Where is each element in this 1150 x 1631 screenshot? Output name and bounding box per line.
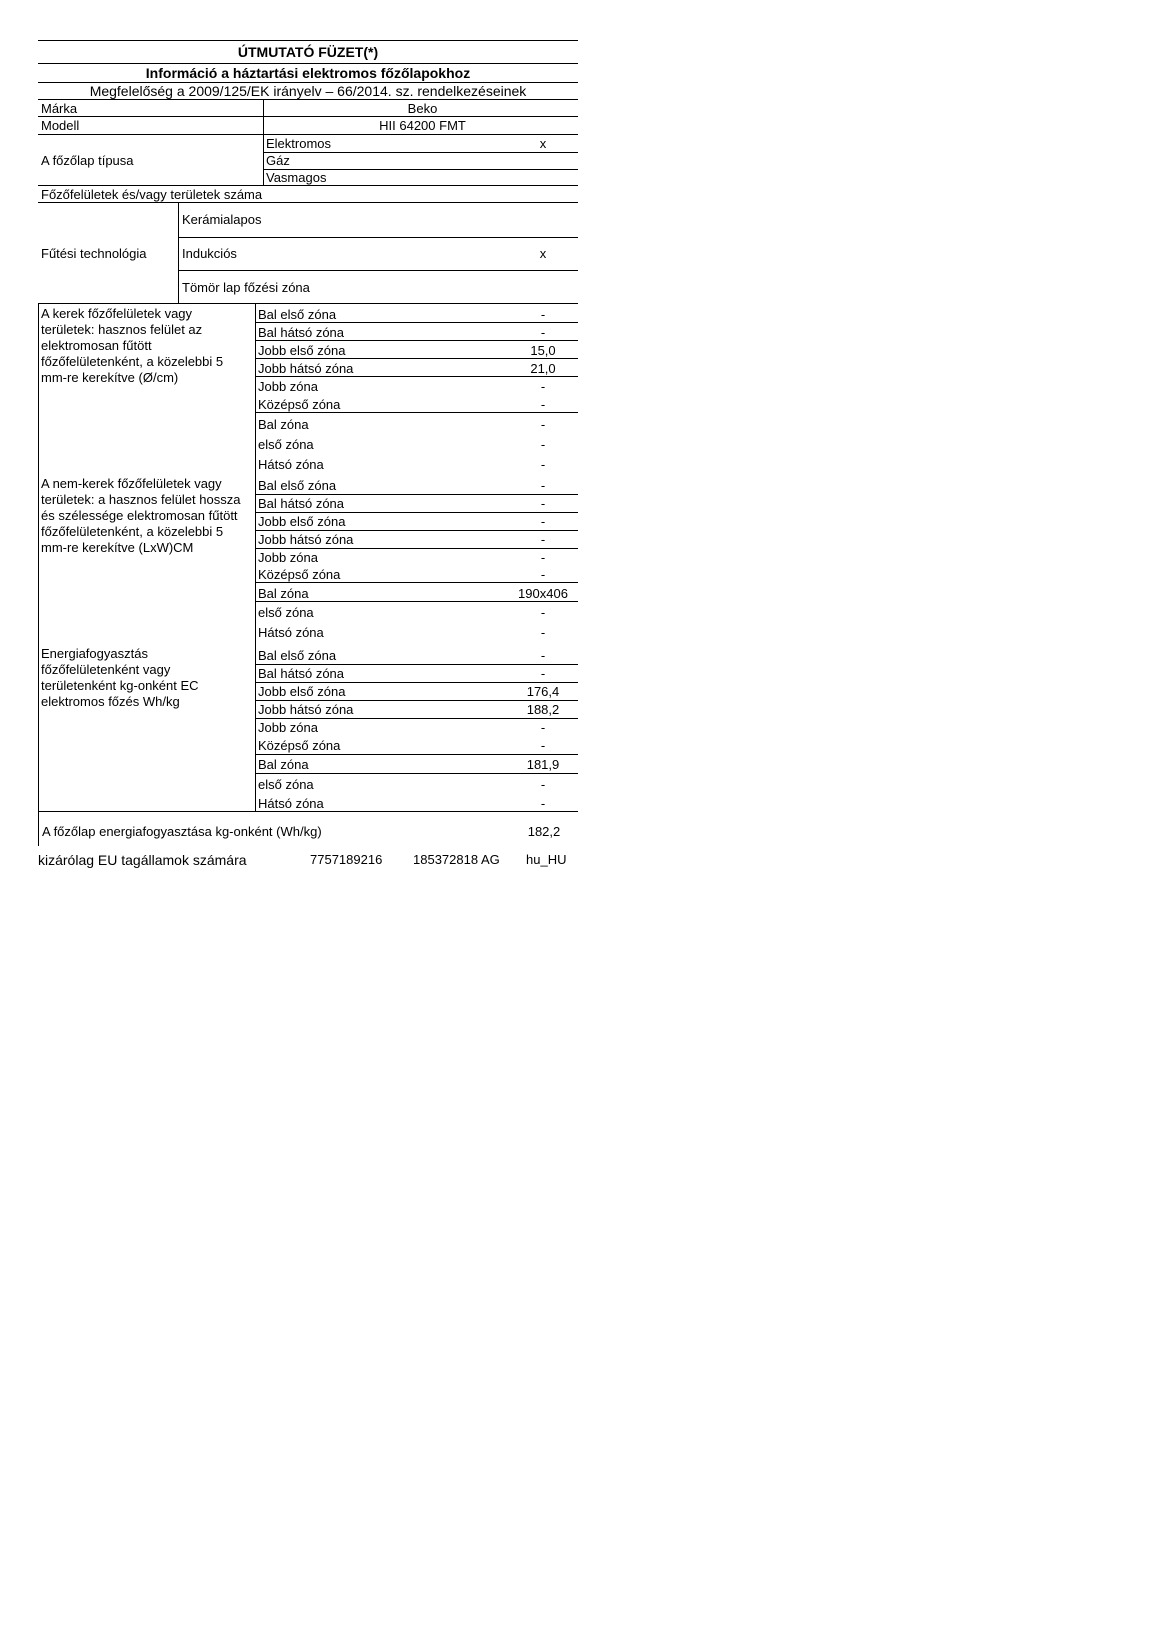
zone-name: Jobb hátsó zóna — [258, 532, 354, 547]
footer-code: 7757189216 — [310, 852, 383, 867]
model-value: HII 64200 FMT — [263, 117, 578, 134]
zone-name: Jobb hátsó zóna — [258, 361, 354, 376]
zone-name: első zóna — [258, 777, 314, 792]
zone-value: - — [540, 417, 546, 432]
heating-option: Indukciós — [182, 246, 237, 261]
zone-name: Jobb első zóna — [258, 343, 346, 358]
zone-value: 190x406 — [518, 586, 568, 601]
total-row — [38, 812, 578, 846]
zone-value: - — [540, 648, 546, 663]
zone-name: Bal hátsó zóna — [258, 325, 345, 340]
footer-code: 185372818 AG — [413, 852, 500, 867]
brand-label: Márka — [41, 100, 78, 116]
zone-name: Hátsó zóna — [258, 796, 324, 811]
zone-name: Jobb első zóna — [258, 514, 346, 529]
zone-name: Hátsó zóna — [258, 457, 324, 472]
zone-value: - — [540, 666, 546, 681]
zones-count-label: Főzőfelületek és/vagy területek száma — [41, 186, 263, 202]
zone-value: - — [540, 777, 546, 792]
zone-name: Bal hátsó zóna — [258, 496, 345, 511]
brand-row — [38, 100, 578, 117]
zone-name: Középső zóna — [258, 738, 341, 753]
zone-name: első zóna — [258, 605, 314, 620]
hob-type-row — [38, 135, 578, 186]
model-row — [38, 117, 578, 135]
energy-info-sheet — [38, 40, 578, 846]
zones-block — [38, 304, 578, 812]
zone-value: - — [540, 514, 546, 529]
zone-value: - — [540, 437, 546, 452]
zone-value: - — [540, 457, 546, 472]
zone-name: Bal zóna — [258, 417, 309, 432]
hob-type-label: A főzőlap típusa — [41, 152, 134, 168]
round-zones-label: A kerek főzőfelületek vagy területek: hasznos felület az elektromosan fűtött főzőfelületenként, a közelebbi 5 mm-re kerekítve (Ø/cm) — [41, 306, 224, 385]
zone-name: Középső zóna — [258, 397, 341, 412]
zone-name: Bal zóna — [258, 586, 309, 601]
heating-option: Tömör lap főzési zóna — [182, 280, 310, 295]
sheet-title: ÚTMUTATÓ FÜZET(*) — [38, 40, 578, 64]
hob-type-mark: x — [539, 136, 547, 151]
footer-note: kizárólag EU tagállamok számára — [38, 852, 247, 868]
hob-type-option: Gáz — [266, 153, 290, 168]
heating-option: Kerámialapos — [182, 212, 262, 227]
zone-name: Jobb első zóna — [258, 684, 346, 699]
zone-name: Bal hátsó zóna — [258, 666, 345, 681]
zone-name: Jobb hátsó zóna — [258, 702, 354, 717]
zone-value: - — [540, 478, 546, 493]
zone-name: Jobb zóna — [258, 379, 318, 394]
zone-value: - — [540, 307, 546, 322]
zone-value: 181,9 — [526, 757, 560, 772]
zone-value: - — [540, 397, 546, 412]
zone-value: 15,0 — [530, 343, 556, 358]
hob-type-option: Vasmagos — [266, 170, 327, 185]
nonround-zones-label: A nem-kerek főzőfelületek vagy területek: a hasznos felület hossza és szélessége elektromosan fűtött főzőfelületenként, a közelebbi 5 mm-re kerekítve (LxW)CM — [41, 476, 241, 555]
compliance-text: Megfelelőség a 2009/125/EK irányelv – 66/2014. sz. rendelkezéseinek — [38, 83, 578, 100]
zone-value: - — [540, 496, 546, 511]
hob-type-option: Elektromos — [266, 136, 332, 151]
zones-count-row — [38, 186, 578, 203]
zone-name: Jobb zóna — [258, 550, 318, 565]
energy-zones-label: Energiafogyasztás főzőfelületenként vagy területenként kg-onként EC elektromos főzés Wh/kg — [41, 646, 199, 709]
zone-value: - — [540, 379, 546, 394]
zone-value: - — [540, 325, 546, 340]
total-value: 182,2 — [527, 824, 561, 839]
zone-name: Középső zóna — [258, 567, 341, 582]
zone-value: 21,0 — [530, 361, 556, 376]
zone-value: - — [540, 605, 546, 620]
zone-name: Bal első zóna — [258, 478, 337, 493]
zone-value: - — [540, 738, 546, 753]
zone-value: 176,4 — [526, 684, 560, 699]
zone-value: - — [540, 567, 546, 582]
zone-name: Bal első zóna — [258, 307, 337, 322]
zone-name: első zóna — [258, 437, 314, 452]
heating-mark: x — [539, 246, 547, 261]
zone-name: Jobb zóna — [258, 720, 318, 735]
zone-value: 188,2 — [526, 702, 560, 717]
footer-locale: hu_HU — [526, 852, 567, 867]
heating-row — [38, 203, 578, 304]
zone-name: Bal zóna — [258, 757, 309, 772]
zone-value: - — [540, 720, 546, 735]
zone-name: Bal első zóna — [258, 648, 337, 663]
zone-value: - — [540, 625, 546, 640]
zone-name: Hátsó zóna — [258, 625, 324, 640]
brand-value: Beko — [263, 100, 578, 116]
zone-value: - — [540, 796, 546, 811]
zone-value: - — [540, 532, 546, 547]
zone-value: - — [540, 550, 546, 565]
model-label: Modell — [41, 118, 80, 133]
total-label: A főzőlap energiafogyasztása kg-onként (Wh/kg) — [42, 824, 322, 839]
sheet-subtitle: Információ a háztartási elektromos főzőlapokhoz — [38, 64, 578, 83]
heating-label: Fűtési technológia — [41, 245, 147, 261]
